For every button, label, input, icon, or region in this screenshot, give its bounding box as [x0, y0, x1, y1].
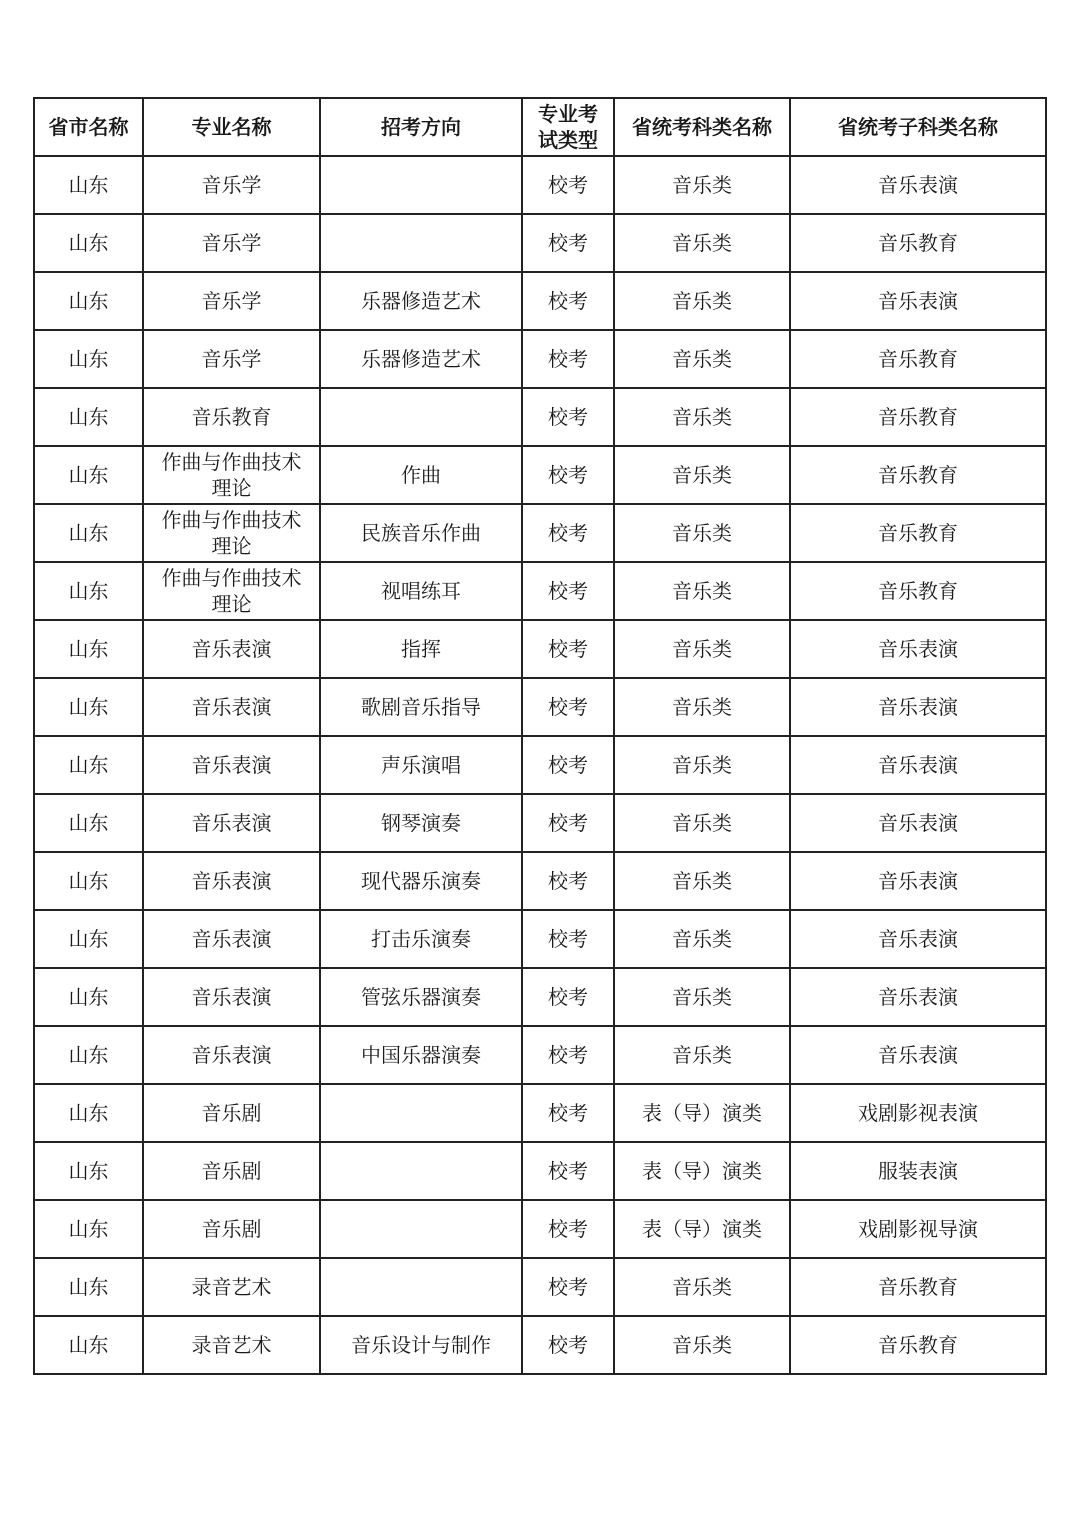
table-header [34, 98, 1046, 156]
cell-major: 音乐表演 [143, 852, 320, 910]
table-row [34, 156, 1046, 214]
table-row [34, 388, 1046, 446]
cell-major: 音乐表演 [143, 968, 320, 1026]
cell-category: 表（导）演类 [614, 1084, 790, 1142]
cell-category: 音乐类 [614, 620, 790, 678]
header-category: 省统考科类名称 [614, 98, 790, 156]
table-row [34, 736, 1046, 794]
cell-category: 音乐类 [614, 388, 790, 446]
table-row [34, 1026, 1046, 1084]
cell-category: 音乐类 [614, 214, 790, 272]
cell-category: 音乐类 [614, 504, 790, 562]
cell-category: 音乐类 [614, 1316, 790, 1374]
cell-direction: 指挥 [320, 620, 522, 678]
cell-direction [320, 156, 522, 214]
cell-exam-type: 校考 [522, 1258, 614, 1316]
cell-category: 表（导）演类 [614, 1142, 790, 1200]
cell-major: 音乐表演 [143, 620, 320, 678]
cell-province: 山东 [34, 388, 143, 446]
cell-direction: 现代器乐演奏 [320, 852, 522, 910]
cell-exam-type: 校考 [522, 1316, 614, 1374]
cell-category: 音乐类 [614, 968, 790, 1026]
cell-category: 音乐类 [614, 1258, 790, 1316]
cell-province: 山东 [34, 504, 143, 562]
table-row [34, 504, 1046, 562]
cell-direction: 民族音乐作曲 [320, 504, 522, 562]
cell-subcategory: 音乐表演 [790, 620, 1046, 678]
cell-exam-type: 校考 [522, 1142, 614, 1200]
cell-major: 作曲与作曲技术理论 [143, 446, 320, 504]
header-row [34, 98, 1046, 156]
header-major: 专业名称 [143, 98, 320, 156]
cell-direction: 钢琴演奏 [320, 794, 522, 852]
admissions-table [33, 97, 1047, 1375]
cell-category: 音乐类 [614, 910, 790, 968]
table-row [34, 910, 1046, 968]
cell-province: 山东 [34, 1258, 143, 1316]
cell-subcategory: 音乐表演 [790, 794, 1046, 852]
cell-province: 山东 [34, 330, 143, 388]
table-row [34, 1316, 1046, 1374]
cell-category: 音乐类 [614, 678, 790, 736]
cell-major: 音乐学 [143, 156, 320, 214]
cell-major: 音乐剧 [143, 1142, 320, 1200]
cell-subcategory: 音乐表演 [790, 156, 1046, 214]
header-province: 省市名称 [34, 98, 143, 156]
cell-major: 音乐表演 [143, 678, 320, 736]
cell-province: 山东 [34, 214, 143, 272]
cell-exam-type: 校考 [522, 214, 614, 272]
cell-exam-type: 校考 [522, 1200, 614, 1258]
cell-exam-type: 校考 [522, 1026, 614, 1084]
cell-exam-type: 校考 [522, 678, 614, 736]
cell-subcategory: 音乐教育 [790, 330, 1046, 388]
cell-subcategory: 音乐表演 [790, 736, 1046, 794]
cell-subcategory: 音乐教育 [790, 1316, 1046, 1374]
table-row [34, 1200, 1046, 1258]
table-row [34, 852, 1046, 910]
table-row [34, 968, 1046, 1026]
cell-province: 山东 [34, 852, 143, 910]
cell-province: 山东 [34, 446, 143, 504]
cell-direction [320, 388, 522, 446]
cell-exam-type: 校考 [522, 736, 614, 794]
cell-subcategory: 戏剧影视表演 [790, 1084, 1046, 1142]
cell-category: 音乐类 [614, 794, 790, 852]
cell-subcategory: 音乐表演 [790, 852, 1046, 910]
cell-major: 作曲与作曲技术理论 [143, 504, 320, 562]
cell-category: 音乐类 [614, 736, 790, 794]
cell-province: 山东 [34, 736, 143, 794]
cell-direction: 乐器修造艺术 [320, 330, 522, 388]
table-row [34, 214, 1046, 272]
cell-major: 音乐表演 [143, 1026, 320, 1084]
cell-major: 音乐剧 [143, 1084, 320, 1142]
header-direction: 招考方向 [320, 98, 522, 156]
table-row [34, 446, 1046, 504]
cell-subcategory: 音乐教育 [790, 388, 1046, 446]
table-row [34, 562, 1046, 620]
header-exam-type: 专业考试类型 [522, 98, 614, 156]
cell-direction: 作曲 [320, 446, 522, 504]
cell-exam-type: 校考 [522, 156, 614, 214]
cell-category: 音乐类 [614, 330, 790, 388]
cell-province: 山东 [34, 1200, 143, 1258]
cell-major: 音乐剧 [143, 1200, 320, 1258]
cell-province: 山东 [34, 1084, 143, 1142]
cell-exam-type: 校考 [522, 562, 614, 620]
cell-exam-type: 校考 [522, 330, 614, 388]
cell-major: 录音艺术 [143, 1258, 320, 1316]
cell-major: 音乐学 [143, 330, 320, 388]
cell-province: 山东 [34, 272, 143, 330]
cell-major: 音乐学 [143, 272, 320, 330]
cell-direction [320, 1142, 522, 1200]
cell-major: 作曲与作曲技术理论 [143, 562, 320, 620]
table-row [34, 620, 1046, 678]
cell-province: 山东 [34, 794, 143, 852]
cell-direction: 乐器修造艺术 [320, 272, 522, 330]
cell-category: 音乐类 [614, 1026, 790, 1084]
cell-major: 音乐表演 [143, 794, 320, 852]
cell-category: 音乐类 [614, 156, 790, 214]
cell-province: 山东 [34, 1026, 143, 1084]
cell-category: 音乐类 [614, 446, 790, 504]
cell-subcategory: 音乐教育 [790, 504, 1046, 562]
cell-subcategory: 音乐教育 [790, 446, 1046, 504]
table-row [34, 1142, 1046, 1200]
table-row [34, 330, 1046, 388]
cell-exam-type: 校考 [522, 1084, 614, 1142]
cell-subcategory: 音乐表演 [790, 910, 1046, 968]
cell-province: 山东 [34, 1142, 143, 1200]
cell-exam-type: 校考 [522, 620, 614, 678]
cell-subcategory: 音乐教育 [790, 562, 1046, 620]
table-row [34, 1084, 1046, 1142]
cell-major: 录音艺术 [143, 1316, 320, 1374]
cell-exam-type: 校考 [522, 852, 614, 910]
cell-direction [320, 1200, 522, 1258]
cell-category: 音乐类 [614, 562, 790, 620]
cell-exam-type: 校考 [522, 272, 614, 330]
cell-exam-type: 校考 [522, 910, 614, 968]
cell-subcategory: 音乐表演 [790, 678, 1046, 736]
cell-major: 音乐表演 [143, 736, 320, 794]
cell-subcategory: 戏剧影视导演 [790, 1200, 1046, 1258]
cell-direction: 声乐演唱 [320, 736, 522, 794]
table-row [34, 678, 1046, 736]
cell-province: 山东 [34, 156, 143, 214]
table-row [34, 1258, 1046, 1316]
cell-subcategory: 服装表演 [790, 1142, 1046, 1200]
cell-direction: 管弦乐器演奏 [320, 968, 522, 1026]
cell-direction: 视唱练耳 [320, 562, 522, 620]
cell-major: 音乐学 [143, 214, 320, 272]
cell-province: 山东 [34, 910, 143, 968]
cell-exam-type: 校考 [522, 794, 614, 852]
cell-direction: 音乐设计与制作 [320, 1316, 522, 1374]
cell-subcategory: 音乐表演 [790, 968, 1046, 1026]
cell-direction: 打击乐演奏 [320, 910, 522, 968]
cell-exam-type: 校考 [522, 446, 614, 504]
cell-exam-type: 校考 [522, 968, 614, 1026]
cell-province: 山东 [34, 1316, 143, 1374]
cell-province: 山东 [34, 968, 143, 1026]
header-subcategory: 省统考子科类名称 [790, 98, 1046, 156]
cell-category: 音乐类 [614, 852, 790, 910]
cell-province: 山东 [34, 620, 143, 678]
cell-direction [320, 1258, 522, 1316]
cell-direction: 歌剧音乐指导 [320, 678, 522, 736]
cell-exam-type: 校考 [522, 388, 614, 446]
cell-direction: 中国乐器演奏 [320, 1026, 522, 1084]
cell-direction [320, 1084, 522, 1142]
cell-province: 山东 [34, 678, 143, 736]
cell-subcategory: 音乐教育 [790, 1258, 1046, 1316]
cell-major: 音乐教育 [143, 388, 320, 446]
cell-exam-type: 校考 [522, 504, 614, 562]
table-row [34, 272, 1046, 330]
cell-province: 山东 [34, 562, 143, 620]
cell-subcategory: 音乐表演 [790, 272, 1046, 330]
cell-subcategory: 音乐表演 [790, 1026, 1046, 1084]
table-body [34, 156, 1046, 1374]
cell-major: 音乐表演 [143, 910, 320, 968]
cell-subcategory: 音乐教育 [790, 214, 1046, 272]
table-row [34, 794, 1046, 852]
cell-category: 音乐类 [614, 272, 790, 330]
cell-direction [320, 214, 522, 272]
cell-category: 表（导）演类 [614, 1200, 790, 1258]
